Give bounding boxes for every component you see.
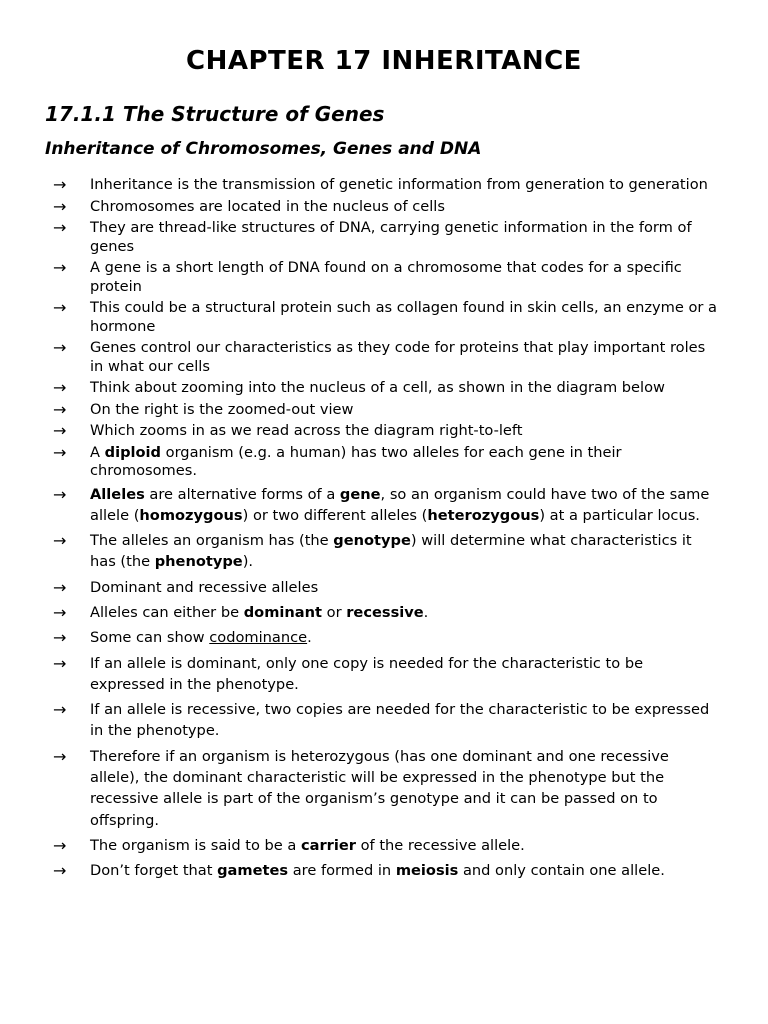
bullet-text: Alleles can either be bbox=[90, 603, 244, 621]
bullet-item bbox=[0, 699, 768, 742]
bullet-text: On the right is the zoomed-out view bbox=[90, 400, 354, 418]
bullet-text: and only contain one allele. bbox=[458, 862, 665, 880]
bullet-text: A bbox=[90, 443, 105, 461]
bold-term: gametes bbox=[217, 862, 289, 880]
arrow-bullet-icon: → bbox=[53, 399, 67, 419]
bullet-item bbox=[0, 484, 768, 527]
bullet-text: Chromosomes are located in the nucleus of cells bbox=[90, 197, 445, 215]
arrow-bullet-icon: → bbox=[53, 338, 67, 357]
bullet-item bbox=[0, 422, 768, 441]
bold-term: homozygous bbox=[139, 506, 243, 524]
bullet-item bbox=[0, 198, 768, 217]
bullet-text: ) at a particular locus. bbox=[539, 506, 700, 524]
bullet-list bbox=[0, 176, 768, 886]
subsection-title: Inheritance of Chromosomes, Genes and DNA bbox=[45, 139, 482, 159]
bullet-item bbox=[0, 401, 768, 420]
bullet-text: ) or two different alleles ( bbox=[242, 506, 428, 524]
bullet-item bbox=[0, 746, 768, 831]
arrow-bullet-icon: → bbox=[53, 378, 67, 397]
arrow-bullet-icon: → bbox=[53, 700, 67, 720]
bullet-text: Dominant and recessive alleles bbox=[90, 578, 319, 596]
bold-term: diploid bbox=[104, 443, 161, 461]
bullet-text: The organism is said to be a bbox=[90, 836, 301, 854]
bullet-item bbox=[0, 176, 768, 195]
arrow-bullet-icon: → bbox=[53, 628, 67, 648]
bullet-item bbox=[0, 602, 768, 623]
arrow-bullet-icon: → bbox=[53, 484, 67, 504]
arrow-bullet-icon: → bbox=[53, 835, 67, 855]
bullet-text: Therefore if an organism is heterozygous (has one dominant and one recessive allele), the dominant characteristic will be expressed in the phenotype but the recessive allele is part of the organism’s genotype and it can be passed on to offspring. bbox=[90, 747, 669, 829]
bullet-item bbox=[0, 339, 768, 376]
arrow-bullet-icon: → bbox=[53, 258, 67, 277]
bullet-item bbox=[0, 530, 768, 573]
bullet-item bbox=[0, 860, 768, 881]
bullet-item bbox=[0, 835, 768, 856]
bullet-text: Inheritance is the transmission of genetic information from generation to generation bbox=[90, 176, 708, 193]
bullet-text: Some can show bbox=[90, 629, 210, 647]
section-title: 17.1.1 The Structure of Genes bbox=[45, 102, 385, 126]
bold-term: phenotype bbox=[154, 553, 243, 571]
arrow-bullet-icon: → bbox=[53, 602, 67, 622]
arrow-bullet-icon: → bbox=[53, 175, 67, 194]
bold-term: meiosis bbox=[395, 862, 459, 880]
bullet-item bbox=[0, 379, 768, 398]
bold-term: Alleles bbox=[90, 485, 145, 503]
bold-term: genotype bbox=[333, 532, 411, 550]
chapter-title: CHAPTER 17 INHERITANCE bbox=[186, 46, 582, 76]
arrow-bullet-icon: → bbox=[53, 298, 67, 317]
bullet-item bbox=[0, 653, 768, 696]
bullet-text: or bbox=[322, 603, 347, 621]
bullet-text: They are thread-like structures of DNA, carrying genetic information in the form of genes bbox=[90, 219, 692, 255]
bullet-item bbox=[0, 259, 768, 296]
bullet-text: are alternative forms of a bbox=[144, 485, 340, 503]
bullet-item bbox=[0, 444, 768, 481]
bullet-text: ) will determine what characteristics it has (the bbox=[90, 532, 692, 571]
arrow-bullet-icon: → bbox=[53, 442, 67, 462]
bullet-text: Don’t forget that bbox=[90, 862, 218, 880]
bullet-text: A gene is a short length of DNA found on a chromosome that codes for a specific protein bbox=[90, 259, 682, 295]
bullet-text: If an allele is dominant, only one copy is needed for the characteristic to be expressed in the phenotype. bbox=[90, 654, 644, 693]
bullet-item bbox=[0, 219, 768, 256]
bullet-text: Which zooms in as we read across the diagram right-to-left bbox=[90, 422, 523, 439]
bullet-text: are formed in bbox=[288, 862, 396, 880]
bullet-text: This could be a structural protein such as collagen found in skin cells, an enzyme or a hormone bbox=[90, 299, 717, 335]
bold-term: dominant bbox=[243, 603, 323, 621]
bullet-text: ). bbox=[242, 553, 254, 571]
arrow-bullet-icon: → bbox=[53, 531, 67, 551]
arrow-bullet-icon: → bbox=[53, 746, 67, 766]
bullet-text: . bbox=[307, 629, 312, 647]
arrow-bullet-icon: → bbox=[53, 861, 67, 881]
bullet-text: of the recessive allele. bbox=[355, 836, 525, 854]
bullet-item bbox=[0, 577, 768, 598]
arrow-bullet-icon: → bbox=[53, 653, 67, 673]
bullet-text: Think about zooming into the nucleus of a cell, as shown in the diagram below bbox=[90, 379, 665, 396]
bold-term: carrier bbox=[300, 836, 356, 854]
bullet-text: organism (e.g. a human) has two alleles for each gene in their chromosomes. bbox=[90, 443, 622, 479]
arrow-bullet-icon: → bbox=[53, 218, 67, 237]
bullet-text: . bbox=[423, 603, 429, 621]
arrow-bullet-icon: → bbox=[53, 577, 67, 597]
arrow-bullet-icon: → bbox=[53, 421, 67, 440]
bullet-item bbox=[0, 299, 768, 336]
bold-term: recessive bbox=[346, 603, 424, 621]
bullet-text: , so an organism could have two of the same allele ( bbox=[90, 485, 710, 524]
bold-term: heterozygous bbox=[427, 506, 540, 524]
bullet-item bbox=[0, 627, 768, 648]
bullet-text: If an allele is recessive, two copies are needed for the characteristic to be expressed in the phenotype. bbox=[90, 701, 710, 740]
bullet-text: The alleles an organism has (the bbox=[90, 532, 334, 550]
bold-term: gene bbox=[339, 485, 381, 503]
bullet-text: Genes control our characteristics as they code for proteins that play important roles in what our cells bbox=[90, 339, 706, 375]
underlined-term: codominance bbox=[209, 629, 308, 647]
arrow-bullet-icon: → bbox=[53, 196, 67, 216]
